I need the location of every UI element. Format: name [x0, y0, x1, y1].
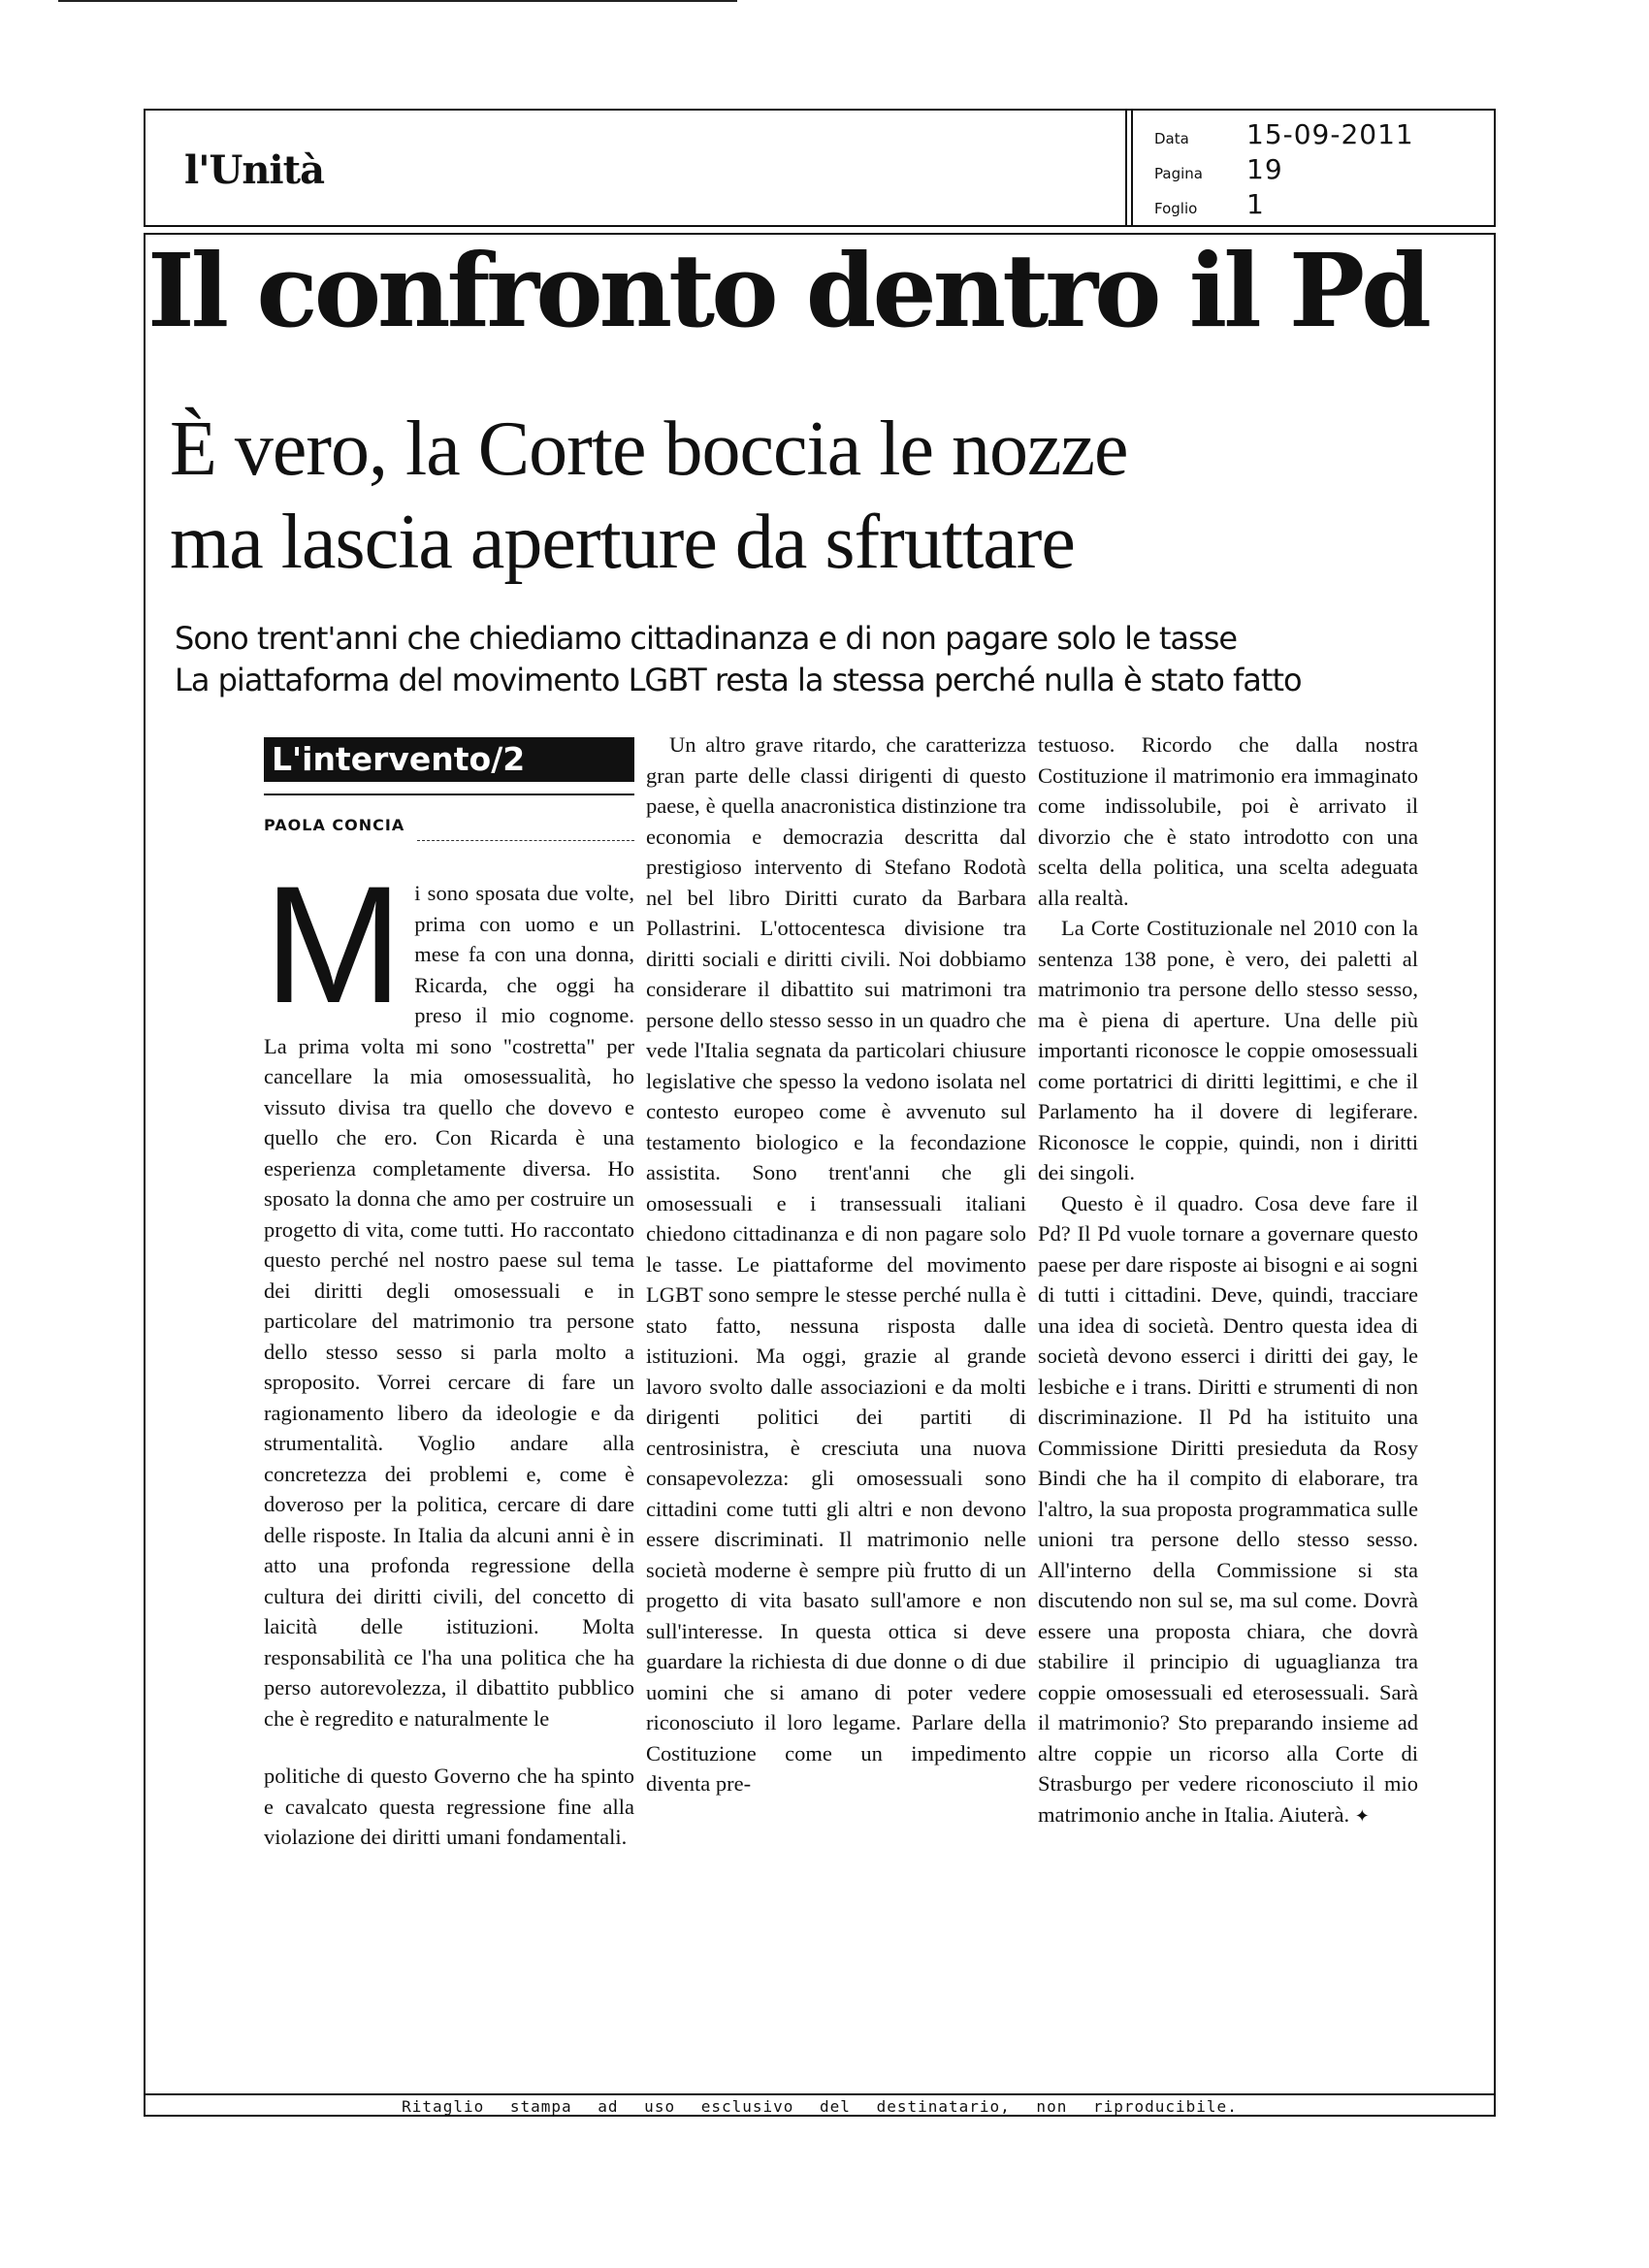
meta-row-data: [1154, 118, 1414, 150]
footer-disclaimer: Ritaglio stampa ad uso esclusivo del destinatario, non riproducibile.: [402, 2097, 1238, 2116]
top-rule: [58, 0, 737, 3]
meta-label: Pagina: [1154, 165, 1203, 182]
end-mark-icon: ✦: [1354, 1805, 1370, 1826]
section-rule: [264, 794, 634, 795]
summary-line: La piattaforma del movimento LGBT resta la stessa perché nulla è stato fatto: [175, 662, 1302, 698]
body-paragraph: politiche di questo Governo che ha spinto e cavalcato questa regressione fine alla violazione dei diritti umani fondamentali.: [264, 1764, 634, 1849]
body-paragraph: testuoso. Ricordo che dalla nostra Costituzione il matrimonio era immaginato come indissolubile, poi è arrivato il divorzio che è stato introdotto con una scelta della politica, una scelta adeguata alla realtà.: [1038, 732, 1418, 910]
meta-box: [1125, 109, 1496, 227]
summary-line: Sono trent'anni che chiediamo cittadinanza e di non pagare solo le tasse: [175, 620, 1238, 657]
footer-rule: [144, 2093, 1496, 2095]
article-column-2: [646, 729, 1026, 1799]
article-column-3: [1038, 729, 1418, 1831]
byline-rule: [417, 840, 634, 841]
meta-label: Data: [1154, 130, 1189, 147]
newspaper-logo: l'Unità: [184, 147, 324, 193]
body-text: Questo è il quadro. Cosa deve fare il Pd? Il Pd vuole tornare a governare questo paese per dare risposte ai bisogni e ai sogni di tutti i cittadini. Deve, quindi, tracciare una idea di società. Dentro questa idea di società devono esserci i diritti dei gay, le lesbiche e i trans. Diritti e strumenti di non discriminazione. Il Pd ha istituito una Commissione Diritti presieduta da Rosy Bindi che ha il compito di elaborare, tra l'altro, la sua proposta programmatica sulle unioni tra persone dello stesso sesso. All'interno della Commissione si sta discutendo non sul se, ma sul come. Dovrà essere una proposta chiara, che dovrà stabilire il principio di uguaglianza tra coppie omosessuali ed eterosessuali. Sarà il matrimonio? Sto preparando insieme ad altre coppie un ricorso alla Corte di Strasburgo per vedere riconosciuto il mio matrimonio anche in Italia. Aiuterà.: [1038, 1190, 1418, 1827]
meta-label: Foglio: [1154, 200, 1198, 217]
meta-row-foglio: [1154, 188, 1265, 220]
subtitle-line: È vero, la Corte boccia le nozze: [170, 406, 1128, 492]
section-label: L'intervento/2: [264, 737, 634, 782]
column-gap: [264, 1733, 634, 1761]
byline: PAOLA CONCIA: [264, 816, 405, 834]
article-summary: [175, 618, 1302, 701]
article-column-1: [264, 852, 634, 1853]
meta-value: 1: [1246, 188, 1265, 220]
meta-value: 19: [1246, 153, 1283, 185]
body-paragraph: [1038, 1188, 1418, 1832]
meta-row-pagina: [1154, 153, 1283, 185]
body-paragraph: Un altro grave ritardo, che caratterizza gran parte delle classi dirigenti di questo paese, è quella anacronistica distinzione tra economia e democrazia descritta dal prestigioso intervento di Stefano Rodotà nel bel libro Diritti curato da Barbara Pollastrini. L'ottocentesca divisione tra diritti sociali e diritti civili. Noi dobbiamo considerare il dibattito sui matrimoni tra persone dello stesso sesso in un quadro che vede l'Italia segnata da particolari chiusure legislative che spesso la vedono isolata nel contesto europeo come è avvenuto sul testamento biologico e la fecondazione assistita. Sono trent'anni che gli omosessuali e i transessuali italiani chiedono cittadinanza e di non pagare solo le tasse. Le piattaforme del movimento LGBT sono sempre le stesse perché nulla è stato fatto, nessuna risposta dalle istituzioni. Ma oggi, grazie al grande lavoro svolto dalle associazioni e da molti dirigenti politici dei partiti di centrosinistra, è cresciuta una nuova consapevolezza: gli omosessuali sono cittadini come tutti gli altri e non devono essere discriminati. Il matrimonio nelle società moderne è sempre più frutto di un progetto di vita basato sull'amore e non sull'interesse. In questa ottica si deve guardare la richiesta di due donne o di due uomini che si amano di poter vedere riconosciuto il loro legame. Parlare della Costituzione come un impedimento diventa pre-: [646, 732, 1026, 1796]
drop-cap: M: [264, 852, 404, 1038]
body-paragraph: i sono sposata due volte, prima con uomo e un mese fa con una donna, Ricarda, che oggi ha preso il mio cognome. La prima volta mi sono "costretta" per cancellare la mia omosessualità, ho vissuto divisa tra quello che dovevo e quello che ero. Con Ricarda è una esperienza completamente diversa. Ho sposato la donna che amo per costruire un progetto di vita, come tutti. Ho raccontato questo perché nel nostro paese sul tema dei diritti degli omosessuali e in particolare del matrimonio tra persone dello stesso sesso si parla molto a sproposito. Vorrei cercare di fare un ragionamento libero da ideologie e da strumentalità. Voglio andare alla concretezza dei problemi e, come è doveroso per la politica, cercare di dare delle risposte. In Italia da alcuni anni è in atto una profonda regressione della cultura dei diritti civili, del concetto di laicità delle istituzioni. Molta responsabilità ce l'ha una politica che ha perso autorevolezza, il dibattito pubblico che è regredito e naturalmente le: [264, 881, 634, 1731]
article-title: Il confronto dentro il Pd: [147, 231, 1428, 350]
meta-value: 15-09-2011: [1246, 118, 1414, 150]
subtitle-line: ma lascia aperture da sfruttare: [170, 500, 1075, 585]
article-subtitle: [170, 403, 1128, 589]
body-paragraph: La Corte Costituzionale nel 2010 con la sentenza 138 pone, è vero, dei paletti al matrimonio tra persone dello stesso sesso, ma è piena di aperture. Una delle più importanti riconosce le coppie omosessuali come portatrici di diritti legittimi, e che il Parlamento ha il dovere di legiferare. Riconosce le coppie, quindi, non i diritti dei singoli.: [1038, 916, 1418, 1184]
